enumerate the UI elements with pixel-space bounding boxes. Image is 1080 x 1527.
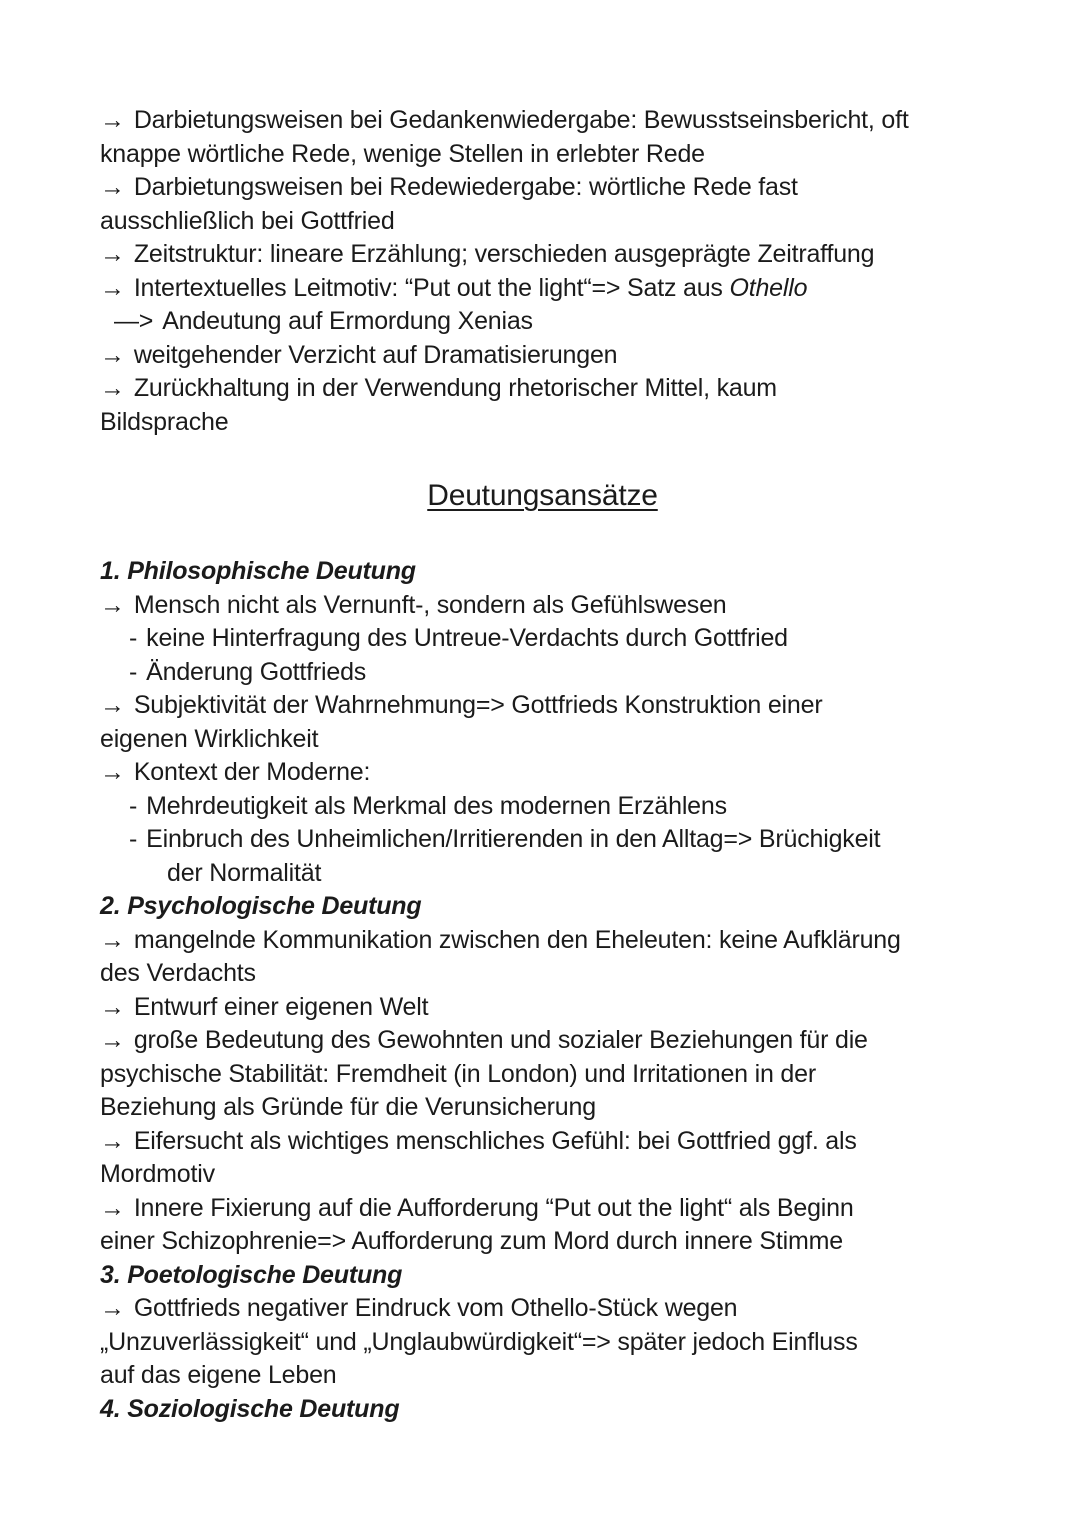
analysis-block [100,104,985,439]
text-run: Subjektivität der Wahrnehmung=> Gottfrieds Konstruktion einer [133,691,823,719]
page-heading [100,475,985,517]
arrow-bullet-icon: → [100,590,125,619]
document-body [100,104,985,1426]
text-line [100,1326,985,1360]
text-line [100,756,985,790]
text-line [100,238,985,272]
text-run: weitgehender Verzicht auf Dramatisierungen [133,340,618,369]
text-line [100,372,985,406]
text-line [100,1125,985,1159]
text-line [100,689,985,723]
text-run: der Normalität [167,858,322,887]
text-line [100,790,985,824]
dash-bullet-icon: - [129,657,138,686]
text-line [100,957,985,991]
text-line [100,205,985,239]
arrow-bullet-icon: → [100,340,125,369]
text-run: Othello [729,273,808,302]
dash-bullet-icon: - [129,791,138,820]
text-line [100,104,985,138]
arrow-bullet-icon: → [100,992,125,1021]
text-run: große Bedeutung des Gewohnten und sozialer Beziehungen für die [133,1026,868,1054]
text-run: 4. Soziologische Deutung [100,1394,400,1423]
text-run: Gottfrieds negativer Eindruck vom Othello-Stück wegen [133,1294,738,1322]
arrow-bullet-icon: → [100,374,125,402]
arrow-bullet-icon: → [100,1193,125,1222]
text-run: eigenen Wirklichkeit [100,724,319,753]
text-line [100,339,985,373]
text-run: Mordmotiv [100,1160,215,1188]
arrow-bullet-icon: → [100,240,125,268]
text-run: Andeutung auf Ermordung Xenias [162,307,533,335]
text-line [100,622,985,656]
arrow-bullet-icon: → [100,925,125,954]
section-title [100,890,985,924]
text-run: einer Schizophrenie=> Aufforderung zum Mord durch innere Stimme [100,1227,843,1255]
arrow-bullet-icon: → [100,1126,125,1155]
text-run: psychische Stabilität: Fremdheit (in London) und Irritationen in der [100,1059,816,1088]
text-line [100,1091,985,1125]
text-line [100,305,985,339]
arrow-bullet-icon: → [100,106,125,134]
text-run: Eifersucht als wichtiges menschliches Gefühl: bei Gottfried ggf. als [133,1126,857,1155]
text-line [100,589,985,623]
text-line [100,991,985,1025]
text-line [100,1024,985,1058]
arrow-bullet-icon: → [100,691,125,719]
text-run: Änderung Gottfrieds [146,657,367,686]
text-run: ausschließlich bei Gottfried [100,206,395,235]
text-run: 2. Psychologische Deutung [100,892,422,920]
text-line [100,406,985,440]
text-run: Mensch nicht als Vernunft-, sondern als Gefühlswesen [133,590,727,619]
text-run: Innere Fixierung auf die Aufforderung “Put out the light“ als Beginn [133,1193,854,1222]
arrow-bullet-icon: → [100,1294,125,1322]
arrow-bullet-icon: → [100,173,125,201]
text-run: auf das eigene Leben [100,1361,337,1389]
text-run: Zurückhaltung in der Verwendung rhetorischer Mittel, kaum [133,374,777,402]
text-run: knappe wörtliche Rede, wenige Stellen in erlebter Rede [100,139,705,168]
text-line [100,1058,985,1092]
section-title [100,1259,985,1293]
text-run: 3. Poetologische Deutung [100,1260,403,1289]
text-run: Zeitstruktur: lineare Erzählung; verschieden ausgeprägte Zeitraffung [133,240,875,268]
dash-bullet-icon: - [129,825,138,853]
dash-bullet-icon: - [129,624,138,652]
page-heading-text: Deutungsansätze [427,479,658,512]
interpretation-block [100,555,985,1426]
text-run: Bildsprache [100,407,229,436]
text-line [100,924,985,958]
text-line [100,857,985,891]
arrow-bullet-icon: → [100,758,125,786]
text-run: Darbietungsweisen bei Gedankenwiedergabe: Bewusstseinsbericht, oft [133,106,909,134]
text-run: Beziehung als Gründe für die Verunsicherung [100,1093,596,1121]
section-title [100,555,985,589]
text-run: Darbietungsweisen bei Redewiedergabe: wörtliche Rede fast [133,173,798,201]
text-run: keine Hinterfragung des Untreue-Verdachts durch Gottfried [146,624,788,652]
text-line [100,138,985,172]
arrow-bullet-icon: —> [114,307,154,335]
text-run: mangelnde Kommunikation zwischen den Eheleuten: keine Aufklärung [133,925,901,954]
text-line [100,656,985,690]
block-spacer [100,517,985,555]
text-line [100,1292,985,1326]
text-line [100,723,985,757]
text-line [100,1225,985,1259]
section-title [100,1393,985,1427]
text-run: 1. Philosophische Deutung [100,557,416,585]
text-run: Einbruch des Unheimlichen/Irritierenden in den Alltag=> Brüchigkeit [146,825,881,853]
text-run: Entwurf einer eigenen Welt [133,992,429,1021]
block-spacer [100,439,985,475]
text-run: „Unzuverlässigkeit“ und „Unglaubwürdigkeit“=> später jedoch Einfluss [100,1327,858,1356]
arrow-bullet-icon: → [100,273,125,302]
text-run: Mehrdeutigkeit als Merkmal des modernen Erzählens [146,791,727,820]
text-line [100,272,985,306]
text-run: des Verdachts [100,959,256,987]
text-line [100,1192,985,1226]
arrow-bullet-icon: → [100,1026,125,1054]
text-line [100,1158,985,1192]
text-line [100,1359,985,1393]
text-run: Intertextuelles Leitmotiv: “Put out the light“=> Satz aus [133,273,730,302]
text-run: Kontext der Moderne: [133,758,371,786]
text-line [100,171,985,205]
text-line [100,823,985,857]
